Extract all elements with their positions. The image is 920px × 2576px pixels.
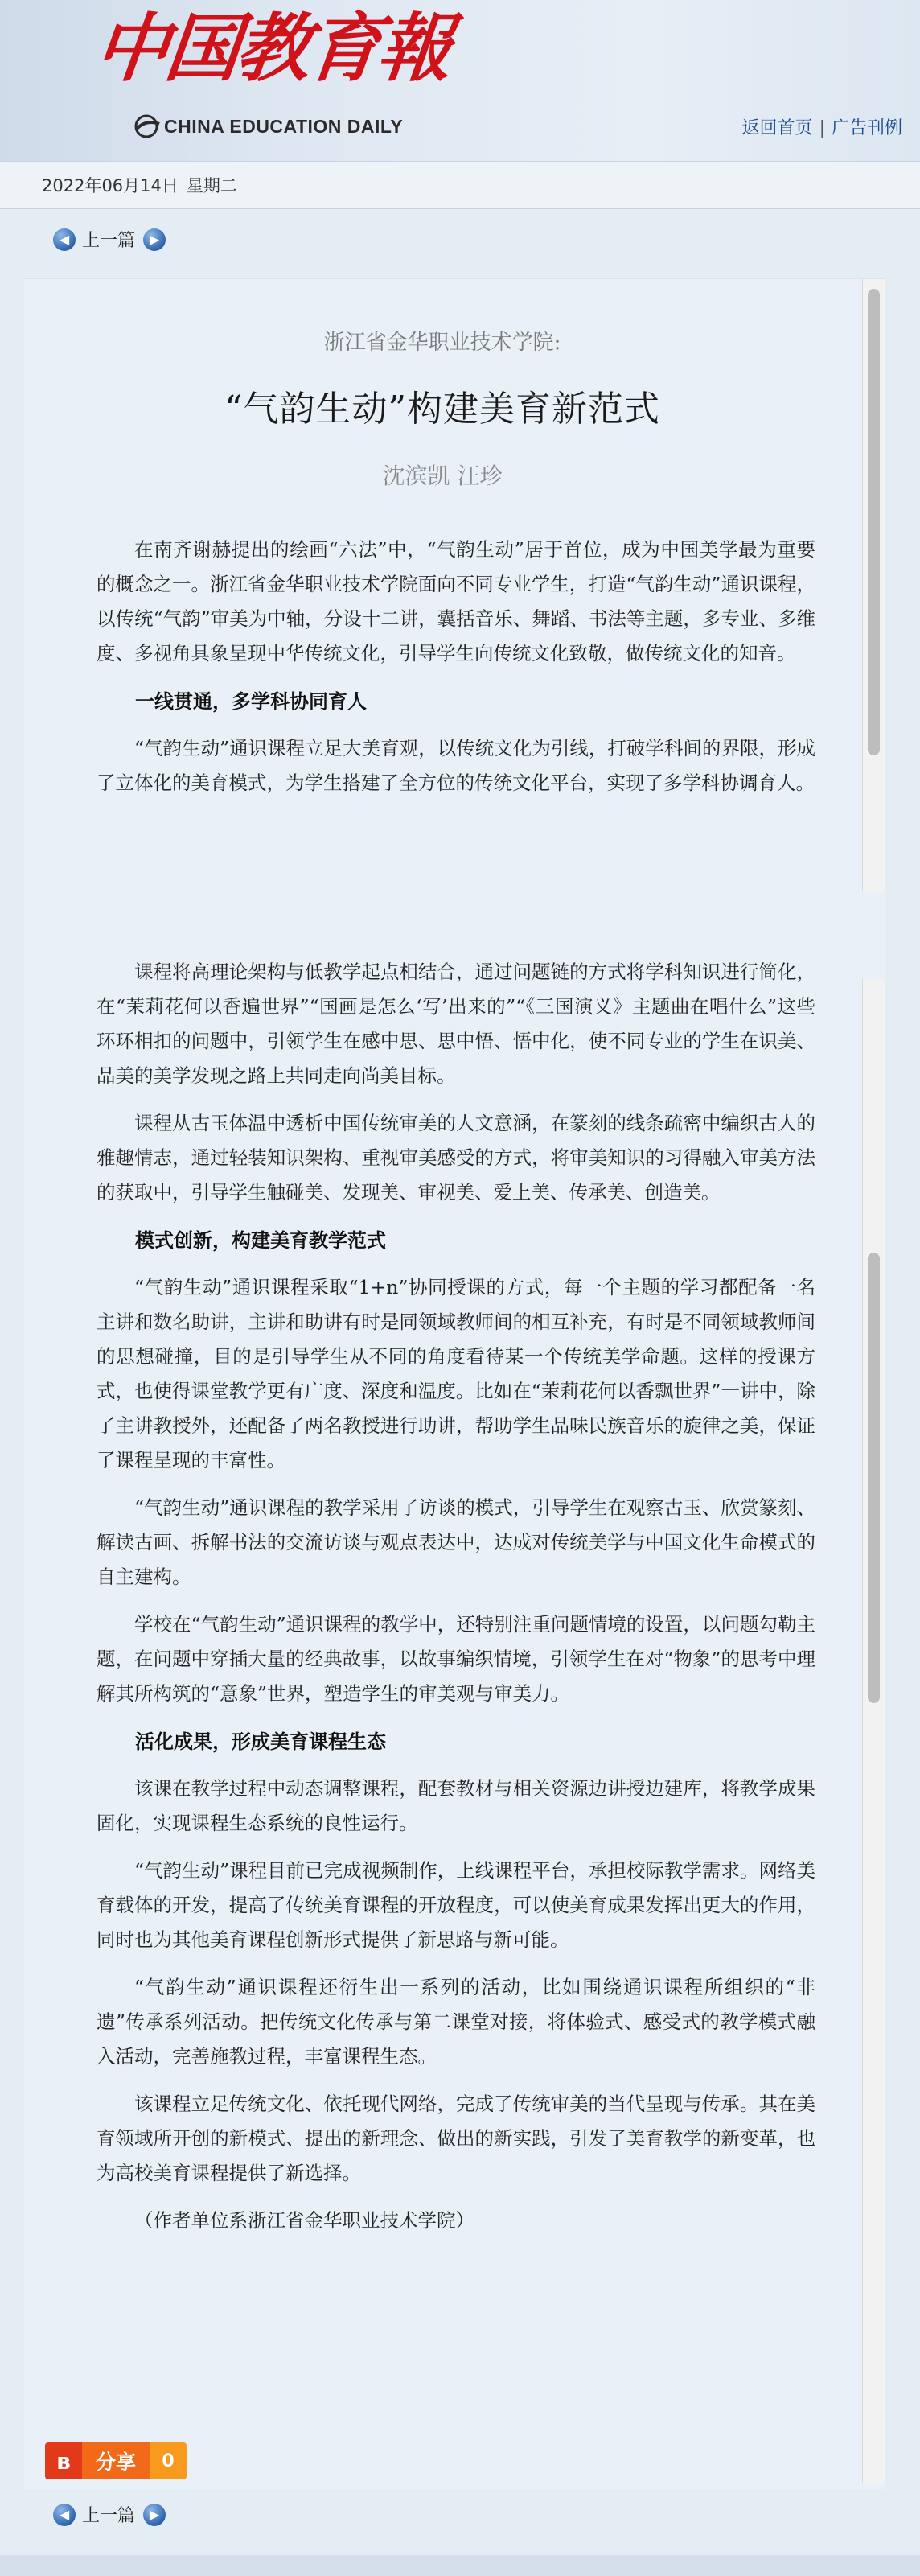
section-heading: 活化成果，形成美育课程生态 (135, 1730, 386, 1753)
section-heading: 模式创新，构建美育教学范式 (135, 1228, 386, 1252)
article-title: “气韵生动”构建美育新范式 (224, 389, 660, 430)
share-button[interactable] (45, 2442, 187, 2479)
paragraph: “气韵生动”通识课程的教学采用了访谈的模式，引导学生在观察古玉、欣赏篆刻、解读古画、拆解书法的交流访谈与观点表达中，达成对传统美学与中国文化生命模式的自主建构。 (97, 1496, 815, 1588)
main-content (0, 209, 920, 2576)
issue-date (42, 173, 237, 197)
logo-english-text: CHINA EDUCATION DAILY (164, 115, 404, 137)
article-kicker: 浙江省金华职业技术学院: (323, 331, 561, 355)
article-pane-bottom[interactable] (24, 955, 860, 2483)
paragraph: “气韵生动”通识课程采取“1+n”协同授课的方式，每一个主题的学习都配备一名主讲和数名助讲，主讲和助讲有时是同领域教师间的相互补充，有时是不同领域教师间的思想碰撞，目的是引导学生从不同的角度看待某一个传统美学命题。这样的授课方式，也使得课堂教学更有广度、深度和温度。比如在“茉莉花何以香飘世界”一讲中，除了主讲教授外，还配备了两名教授进行助讲，帮助学生品味民族音乐的旋律之美，保证了课程呈现的丰富性。 (97, 1276, 815, 1471)
newspaper-logo[interactable]: 中国教育報 (90, 5, 454, 92)
paragraph: 学校在“气韵生动”通识课程的教学中，还特别注重问题情境的设置，以问题勾勒主题，在问题中穿插大量的经典故事，以故事编织情境，引领学生在对“物象”的思考中理解其所构筑的“意象”世界，塑造学生的审美观与审美力。 (97, 1613, 815, 1705)
paragraph: 该课程立足传统文化、依托现代网络，完成了传统审美的当代呈现与传承。其在美育领域所开创的新模式、提出的新理念、做出的新实践，引发了美育教学的新变革，也为高校美育课程提供了新选择。 (97, 2092, 815, 2184)
share-label: 分享 (82, 2442, 150, 2479)
paragraph: 在南齐谢赫提出的绘画“六法”中，“气韵生动”居于首位，成为中国美学最为重要的概念之一。浙江省金华职业技术学院面向不同专业学生，打造“气韵生动”通识课程，以传统“气韵”审美为中轴，分设十二讲，囊括音乐、舞蹈、书法等主题，多专业、多维度、多视角具象呈现中华传统文化，引导学生向传统文化致敬，做传统文化的知音。 (97, 538, 815, 665)
paragraph: “气韵生动”课程目前已完成视频制作，上线课程平台，承担校际教学需求。网络美育载体的开发，提高了传统美育课程的开放程度，可以使美育成果发挥出更大的作用，同时也为其他美育课程创新形式提供了新思路与新可能。 (97, 1859, 815, 1951)
home-link[interactable]: 返回首页 (741, 118, 813, 138)
author-affiliation: （作者单位系浙江省金华职业技术学院） (134, 2209, 474, 2232)
scrollbar-thumb[interactable] (868, 1253, 880, 1703)
article-pane-top[interactable] (24, 279, 860, 894)
next-arrow-icon[interactable]: ▶ (143, 228, 166, 251)
paragraph: “气韵生动”通识课程立足大美育观，以传统文化为引线，打破学科间的界限，形成了立体化的美育模式，为学生搭建了全方位的传统文化平台，实现了多学科协调育人。 (97, 737, 815, 794)
date-value: 2022年06月14日 (42, 176, 179, 195)
article-body-bottom (24, 955, 860, 2238)
scrollbar-bottom[interactable] (862, 979, 885, 2483)
scrollbar-top[interactable] (862, 279, 885, 891)
page-footer-strip (0, 2555, 920, 2576)
scrollbar-thumb[interactable] (868, 289, 880, 755)
paragraph: 该课在教学过程中动态调整课程，配套教材与相关资源边讲授边建库，将教学成果固化，实现课程生态系统的良性运行。 (97, 1777, 815, 1834)
article-author: 沈滨凯 汪珍 (382, 463, 503, 489)
article-nav-top (53, 227, 166, 252)
prev-arrow-icon[interactable]: ◀ (53, 2504, 76, 2526)
header-links (742, 114, 902, 139)
paragraph: 课程将高理论架构与低教学起点相结合，通过问题链的方式将学科知识进行简化，在“茉莉花何以香遍世界”“国画是怎么‘写’出来的”“《三国演义》主题曲在唱什么”这些环环相扣的问题中，引领学生在感中思、思中悟、悟中化，使不同专业的学生在识美、品美的美学发现之路上共同走向尚美目标。 (97, 961, 815, 1087)
paragraph: 课程从古玉体温中透析中国传统审美的人文意涵，在篆刻的线条疏密中编织古人的雅趣情志，通过轻装知识架构、重视审美感受的方式，将审美知识的习得融入审美方法的获取中，引导学生触碰美、发现美、审视美、爱上美、传承美、创造美。 (97, 1112, 815, 1204)
prev-arrow-icon[interactable]: ◀ (53, 228, 76, 251)
newspaper-logo-english (133, 114, 403, 138)
weekday-value: 星期二 (186, 176, 237, 195)
ad-rates-link[interactable]: 广告刊例 (831, 118, 902, 138)
next-arrow-icon[interactable]: ▶ (143, 2504, 166, 2526)
link-separator: | (819, 118, 825, 138)
date-bar (0, 161, 920, 209)
article-panel (24, 278, 885, 2489)
masthead (0, 0, 920, 161)
section-heading: 一线贯通，多学科协同育人 (135, 689, 367, 713)
logo-swoosh-icon (133, 114, 161, 138)
article-nav-bottom (53, 2502, 166, 2527)
article-body-top (24, 533, 860, 800)
prev-article-link[interactable]: 上一篇 (82, 2506, 136, 2526)
share-icon: ʙ (45, 2442, 82, 2479)
prev-article-link[interactable]: 上一篇 (82, 231, 136, 251)
paragraph: “气韵生动”通识课程还衍生出一系列的活动，比如围绕通识课程所组织的“非遗”传承系列活动。把传统文化传承与第二课堂对接，将体验式、感受式的教学模式融入活动，完善施教过程，丰富课程生态。 (97, 1976, 815, 2068)
share-count: 0 (150, 2442, 187, 2479)
